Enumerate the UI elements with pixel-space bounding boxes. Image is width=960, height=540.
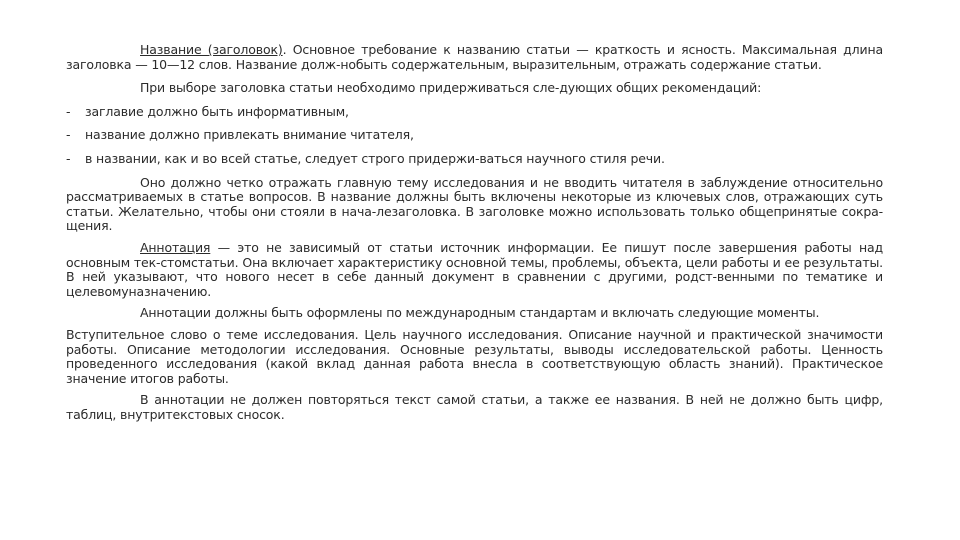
title-term: Название (заголовок) [140,42,283,57]
annotation-term: Аннотация [140,239,211,255]
annotation-definition-paragraph [66,241,883,299]
annotation-contents-paragraph: Вступительное слово о теме исследования. Цель научного исследования. Описание научной и практической значимости работы. Описание методологии исследования. Основные результаты, выводы исследовательской работы. Ценность проведенного исследования (какой вклад данная работа внесла в соответствующую область знаний). Практическое значение итогов работы. [66,326,883,386]
recommendations-intro: При выборе заголовка статьи необходимо придерживаться сле-дующих общих рекомендаций: [140,80,762,96]
list-item [66,105,883,120]
list-marker: - [66,127,71,143]
list-item-text: название должно привлекать внимание читателя, [85,127,414,143]
annotation-definition-text: — это не зависимый от статьи источник информации. Ее пишут после завершения работы над основным тек-стомстатьи. Она включает характеристику основной темы, проблемы, объекта, цели работы и ее результаты. В ней указывают, что нового несет в себе данный документ в сравнении с другими, родст-венными по тематике и целевомуназначению. [66,239,883,299]
document-body [66,43,883,422]
title-requirements-paragraph: Оно должно четко отражать главную тему исследования и не вводить читателя в заблуждение относительно рассматриваемых в статье вопросов. В название должны быть включены некоторые из ключевых слов, отражающих суть статьи. Желательно, чтобы они стояли в нача-лезаголовка. В заголовке можно использовать только общепринятые сокра-щения. [66,174,883,234]
list-item-text: заглавие должно быть информативным, [85,103,349,119]
list-marker: - [66,150,71,166]
title-definition-text: . Основное требование к названию статьи — краткость и ясность. Максимальная длина заголовка — 10—12 слов. Название долж-нобыть содержательным, выразительным, отражать содержание статьи. [66,42,883,72]
list-item [66,152,883,167]
annotation-requirements-paragraph: Аннотации должны быть оформлены по международным стандартам и включать следующие моменты. [140,305,820,321]
title-definition-paragraph [66,43,883,72]
list-marker: - [66,103,71,119]
annotation-restrictions-paragraph: В аннотации не должен повторяться текст самой статьи, а также ее названия. В ней не должно быть цифр, таблиц, внутритекстовых сносок. [66,392,883,422]
list-item-text: в названии, как и во всей статье, следует строго придержи-ваться научного стиля речи. [85,150,665,166]
list-item [66,128,883,143]
